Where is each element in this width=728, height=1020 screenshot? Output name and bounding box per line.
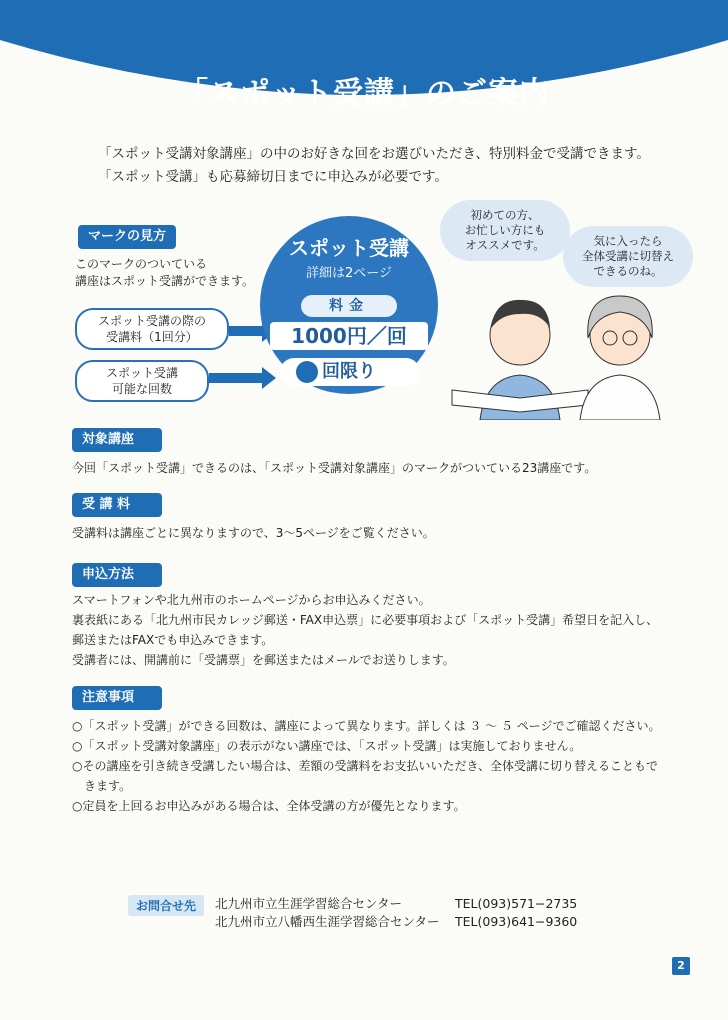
arrow-right-icon <box>209 367 276 389</box>
bubble-line: 気に入ったら <box>593 234 663 248</box>
page-number: 2 <box>672 957 690 975</box>
body-line: ○その講座を引き続き受講したい場合は、差額の受講料をお支払いいただき、全体受講に切り替えることもで <box>72 759 658 773</box>
body-line: スマートフォンや北九州市のホームページからお申込みください。 <box>72 593 431 607</box>
body-line: 裏表紙にある「北九州市民カレッジ郵送・FAX申込票」に必要事項および「スポット受講」希望日を記入し、 <box>72 613 659 627</box>
body-line: ○「スポット受講対象講座」の表示がない講座では、「スポット受講」は実施しておりません。 <box>72 739 582 753</box>
contact-names <box>215 895 440 931</box>
body-line: ○定員を上回るお申込みがある場合は、全体受講の方が優先となります。 <box>72 799 466 813</box>
contact-tel: TEL(093)571−2735 <box>455 896 578 911</box>
mark-desc-line: 講座はスポット受講ができます。 <box>75 274 255 288</box>
bubble-line: 全体受講に切替え <box>582 249 674 263</box>
times-label-line: 可能な回数 <box>111 382 172 396</box>
body-line: ○「スポット受講」ができる回数は、講座によって異なります。詳しくは ３ ～ ５ ページでご確認ください。 <box>72 719 661 733</box>
contact-label: お問合せ先 <box>128 895 204 916</box>
bubble-line: オススメです。 <box>465 238 545 252</box>
contact-name: 北九州市立生涯学習総合センター <box>215 896 403 911</box>
intro-line: 「スポット受講」も応募締切日までに申込みが必要です。 <box>98 169 448 185</box>
people-illustration <box>440 280 680 420</box>
section-heading-apply: 申込方法 <box>72 563 162 587</box>
badge-subtitle: 詳細は2ページ <box>305 266 392 281</box>
times-label-line: スポット受講 <box>105 366 178 380</box>
body-line: きます。 <box>72 779 132 793</box>
contact-phones <box>455 895 577 931</box>
badge-title: スポット受講 <box>289 236 409 260</box>
section-body-target <box>72 458 596 478</box>
speech-bubble-right <box>563 226 693 287</box>
mark-desc-line: このマークのついている <box>75 257 208 271</box>
section-heading-notes: 注意事項 <box>72 686 162 710</box>
section-heading-fee: 受 講 料 <box>72 493 162 517</box>
bubble-line: 初めての方、 <box>470 208 540 222</box>
body-line: 受講者には、開講前に「受講票」を郵送またはメールでお送りします。 <box>72 653 455 667</box>
section-body-notes <box>72 716 661 816</box>
section-body-apply <box>72 590 658 670</box>
fee-tag: 料金 <box>301 295 397 317</box>
body-line: 今回「スポット受講」できるのは、「スポット受講対象講座」のマークがついている23講座です。 <box>72 461 597 475</box>
body-line: 郵送またはFAXでも申込みできます。 <box>72 633 274 647</box>
section-heading-target: 対象講座 <box>72 428 162 452</box>
body-line: 受講料は講座ごとに異なりますので、3～5ページをご覧ください。 <box>72 526 435 540</box>
price: 1000円／回 <box>270 322 428 350</box>
bubble-line: できるのね。 <box>593 264 663 278</box>
mark-heading: マークの見方 <box>78 225 176 249</box>
contact-tel: TEL(093)641−9360 <box>455 914 578 929</box>
section-body-fee <box>72 523 435 543</box>
times-text: 回限り <box>322 361 376 382</box>
contact-name: 北九州市立八幡西生涯学習総合センター <box>215 914 440 929</box>
fee-label-line: スポット受講の際の <box>97 314 206 328</box>
times-dot-icon <box>296 361 318 383</box>
speech-bubble-left <box>440 200 570 261</box>
page-title: 「スポット受講」のご案内 <box>178 76 550 111</box>
fee-label-line: 受講料（1回分） <box>106 330 198 344</box>
bubble-line: お忙しい方にも <box>464 223 546 237</box>
intro-line: 「スポット受講対象講座」の中のお好きな回をお選びいただき、特別料金で受講できます。 <box>98 146 650 162</box>
